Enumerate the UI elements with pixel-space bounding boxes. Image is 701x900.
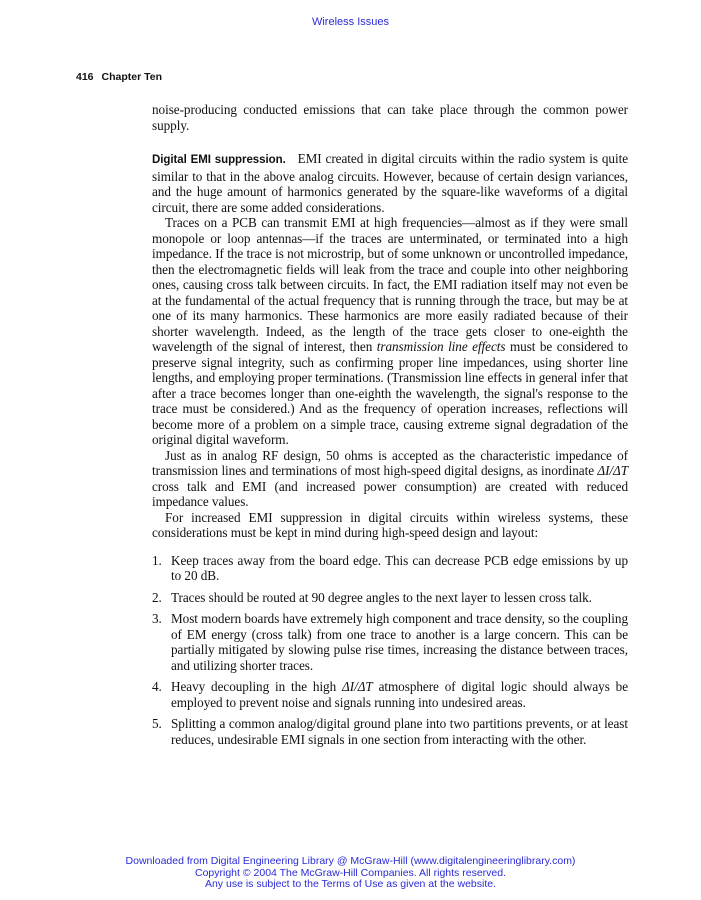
- page-body: [152, 102, 628, 753]
- list-item: [152, 553, 628, 584]
- paragraph-digital-emi-intro: [152, 151, 628, 215]
- top-link-wireless-issues[interactable]: Wireless Issues: [311, 16, 390, 28]
- paragraph-text: cross talk and EMI (and increased power consumption) are created with reduced impedance values.: [152, 478, 628, 509]
- footer: [0, 856, 701, 891]
- footer-copyright: Copyright © 2004 The McGraw-Hill Companies. All rights reserved.: [195, 866, 506, 879]
- paragraph-text: Traces on a PCB can transmit EMI at high frequencies—almost as if they were small monopole or loop antennas—if the traces are unterminated, or terminated into a high impedance. If the trace is not microstrip, but of some unknown or uncontrolled impedance, then the electromagnetic fields will leak from the trace and couple into other neighboring ones, causing cross talk between circuits. In fact, the EMI radiation itself may not even be at the fundamental of the actual frequency that is running through the trace, but may be at one of its many harmonics. These harmonics are more easily radiated because of their shorter wavelength. Indeed, as the length of the trace gets closer to one-eighth the wavelength of the signal of interest, then: [152, 215, 628, 354]
- list-item: [152, 679, 628, 710]
- list-item-text: Keep traces away from the board edge. This can decrease PCB edge emissions by up to 20 dB.: [171, 552, 628, 583]
- delta-i-delta-t: ΔI/ΔT: [342, 679, 373, 694]
- footer-download-link[interactable]: Downloaded from Digital Engineering Library @ McGraw-Hill (www.digitalengineeringlibrary.com): [125, 855, 576, 867]
- running-head: [76, 71, 162, 83]
- list-item-text: atmosphere of digital logic should always be employed to prevent noise and signals running into undesired areas.: [171, 679, 629, 710]
- emphasis-term: transmission line effects: [376, 339, 506, 354]
- list-item-text: Most modern boards have extremely high component and trace density, so the coupling of EM energy (cross talk) from one trace to another is a large concern. This can be partially mitigated by slowing pulse rise times, increasing the distance between traces, and utilizing shorter traces.: [171, 611, 628, 673]
- list-item: [152, 611, 628, 673]
- list-item-text: Heavy decoupling in the high: [171, 679, 337, 694]
- paragraph-text: Just as in analog RF design, 50 ohms is accepted as the characteristic impedance of transmission lines and terminations of most high-speed digital designs, as inordinate: [152, 447, 628, 478]
- paragraph-considerations: For increased EMI suppression in digital circuits within wireless systems, these considerations must be kept in mind during high-speed design and layout:: [152, 509, 628, 540]
- page-number: 416: [76, 71, 94, 83]
- chapter-title: Chapter Ten: [101, 71, 163, 83]
- list-number: 2.: [152, 589, 162, 605]
- list-item-text: Splitting a common analog/digital ground plane into two partitions prevents, or at least reduces, undesirable EMI signals in one section from interacting with the other.: [171, 716, 628, 747]
- list-number: 4.: [152, 679, 162, 694]
- list-item: [152, 590, 628, 606]
- paragraph-50-ohms: [152, 448, 628, 510]
- delta-i-delta-t: ΔI/ΔT: [597, 463, 629, 478]
- paragraph-traces-pcb: [152, 215, 628, 448]
- list-item: [152, 716, 628, 747]
- list-number: 5.: [152, 716, 162, 731]
- considerations-list: [152, 553, 628, 748]
- list-item-text: Traces should be routed at 90 degree angles to the next layer to lessen cross talk.: [171, 589, 592, 605]
- footer-terms-link[interactable]: Any use is subject to the Terms of Use as given at the website.: [204, 878, 497, 890]
- list-number: 1.: [152, 552, 162, 568]
- list-number: 3.: [152, 611, 162, 626]
- paragraph-text: must be considered to preserve signal integrity, such as confirming proper line impedances, using shorter line lengths, and employing proper terminations. (Transmission line effects in general infer that after a trace becomes longer than one-eighth the wavelength, the signal's response to the trace must be considered.) And as the frequency of operation increases, reflections will become more of a problem on a simple trace, causing extreme signal degradation of the original digital waveform.: [152, 339, 628, 447]
- paragraph-text: EMI created in digital circuits within the radio system is quite similar to that in the above analog circuits. However, because of certain design variances, and the huge amount of harmonics generated by the square-like waveforms of a digital circuit, there are some added considerations.: [152, 151, 628, 215]
- paragraph-continuation: noise-producing conducted emissions that can take place through the common power supply.: [152, 102, 628, 133]
- section-heading: Digital EMI suppression.: [152, 154, 286, 166]
